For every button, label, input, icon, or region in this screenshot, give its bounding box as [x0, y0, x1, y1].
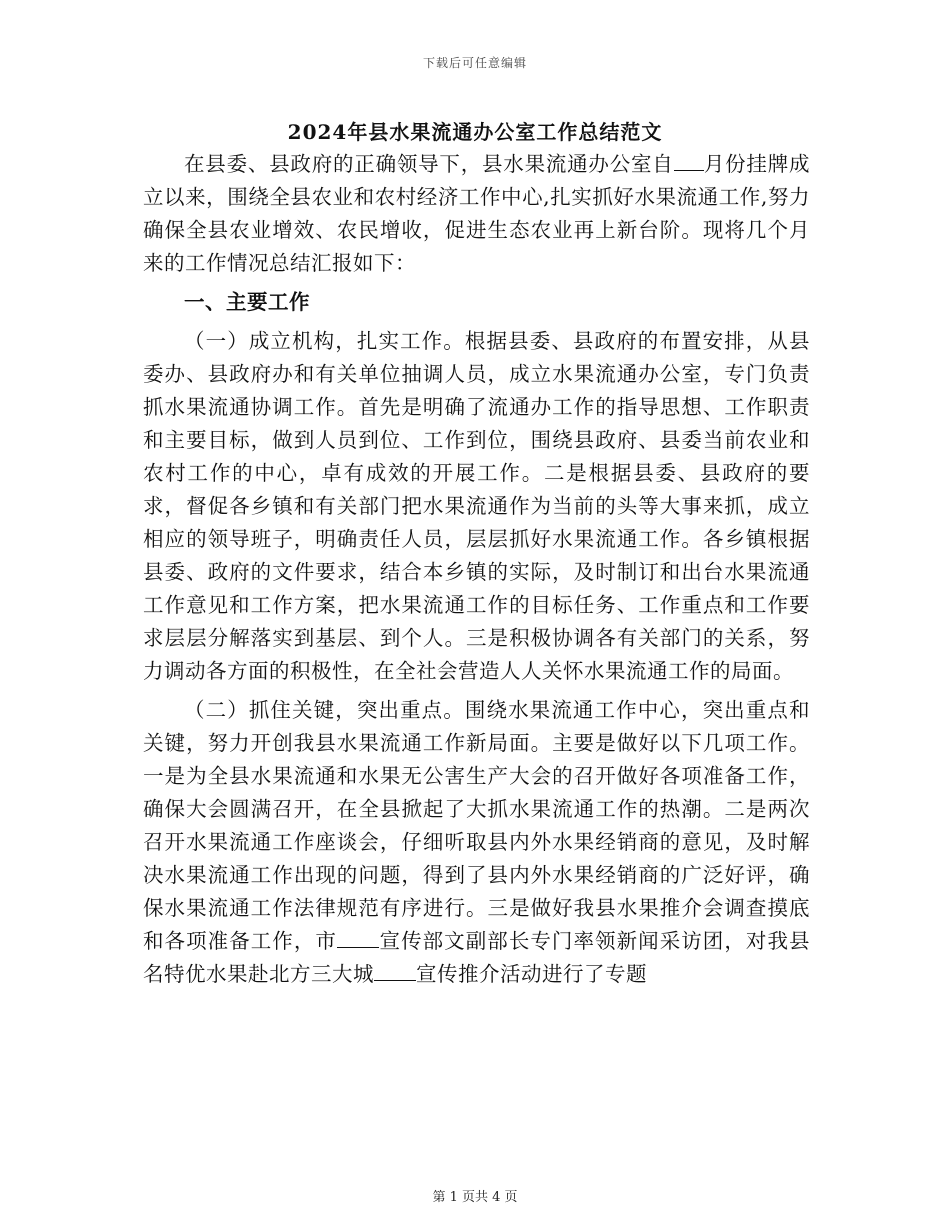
fill-in-blank	[374, 960, 416, 981]
document-title: 2024年县水果流通办公室工作总结范文	[287, 120, 663, 144]
para2-text-part1: （二）抓住关键，突出重点。围绕水果流通工作中心，突出重点和关键，努力开创我县水果流通工作新局面。主要是做好以下几项工作。一是为全县水果流通和水果无公害生产大会的召开做好各项准备工作，确保大会圆满召开，在全县掀起了大抓水果流通工作的热潮。二是两次召开水果流通工作座谈会，仔细听取县内外水果经销商的意见，及时解决水果流通工作出现的问题，得到了县内外水果经销商的广泛好评，确保水果流通工作法律规范有序进行。三是做好我县水果推介会调查摸底和各项准备工作，市	[143, 698, 810, 953]
page-number-footer: 第 1 页共 4 页	[432, 1190, 518, 1205]
para2-text-part2: 宣传部文副部长专门率领新闻采访团，对我县名特优水果赴北方三大城	[143, 929, 811, 986]
paragraph-key-points	[143, 694, 810, 991]
para2-text-part3: 宣传推介活动进行了专题	[416, 962, 647, 986]
document-body	[143, 148, 810, 991]
fill-in-blank	[337, 927, 379, 948]
fill-in-blank	[674, 150, 704, 171]
intro-paragraph	[143, 148, 810, 280]
intro-text-part2: 月份挂牌成立以来，围绕全县农业和农村经济工作中心,扎实抓好水果流通工作,努力确保全县农业增效、农民增收，促进生态农业再上新台阶。现将几个月来的工作情况总结汇报如下：	[143, 152, 811, 275]
paragraph-establish-organization: （一）成立机构，扎实工作。根据县委、县政府的布置安排，从县委办、县政府办和有关单位抽调人员，成立水果流通办公室，专门负责抓水果流通协调工作。首先是明确了流通办工作的指导思想、工作职责和主要目标，做到人员到位、工作到位，围绕县政府、县委当前农业和农村工作的中心，卓有成效的开展工作。二是根据县委、县政府的要求，督促各乡镇和有关部门把水果流通作为当前的头等大事来抓，成立相应的领导班子，明确责任人员，层层抓好水果流通工作。各乡镇根据县委、政府的文件要求，结合本乡镇的实际，及时制订和出台水果流通工作意见和工作方案，把水果流通工作的目标任务、工作重点和工作要求层层分解落实到基层、到个人。三是积极协调各有关部门的关系，努力调动各方面的积极性，在全社会营造人人关怀水果流通工作的局面。	[143, 329, 810, 683]
intro-text-part1: 在县委、县政府的正确领导下，县水果流通办公室自	[184, 152, 674, 176]
page-header-note: 下载后可任意编辑	[422, 56, 527, 70]
section-heading-main-work: 一、主要工作	[184, 290, 310, 314]
